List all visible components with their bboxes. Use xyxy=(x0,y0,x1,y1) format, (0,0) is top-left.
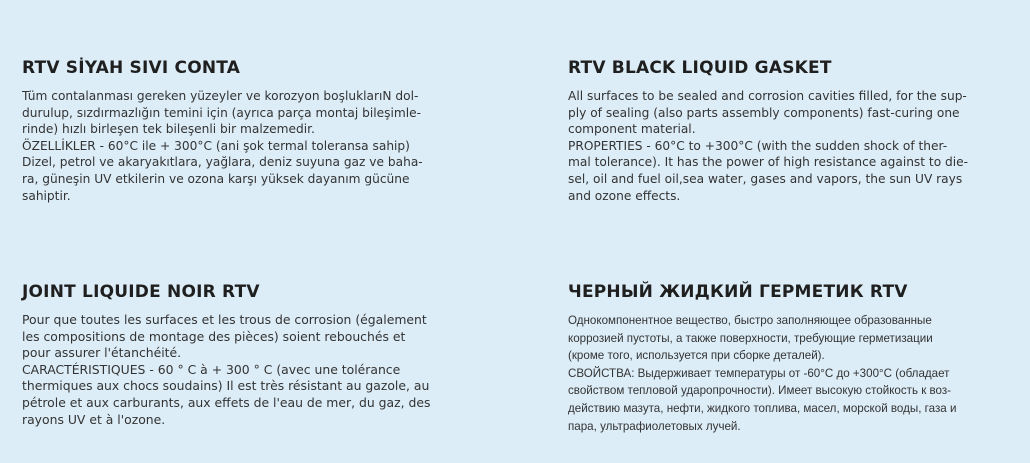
section-russian xyxy=(568,282,1030,435)
section-body-french: Pour que toutes les surfaces et les trous de corrosion (également les compositions de montage des pièces) soient rebouchés et pour assurer l'étanchéité. CARACTÉRISTIQUES - 60 ° C à + 300 ° C (avec une tolérance thermiques aux chocs soudains) Il est très résistant au gazole, au pétrole et aux carburants, aux effets de l'eau de mer, du gaz, des rayons UV et à l'ozone. xyxy=(22,312,431,427)
section-french xyxy=(22,282,492,428)
section-body-russian: Однокомпонентное вещество, быстро заполняющее образованные коррозией пустоты, а также поверхности, требующие герметизации (кроме того, используется при сборке деталей). СВОЙСТВА: Выдерживает температуры от -60°С до +300°С (обладает свойством тепловой ударопрочности). Имеет высокую стойкость к воз- действию мазута, нефти, жидкого топлива, масел, морской воды, газа и пара, ультрафиолетовых лучей. xyxy=(568,314,957,433)
section-body-turkish: Tüm contalanması gereken yüzeyler ve korozyon boşluklarıN dol- durulup, sızdırmazlığın temini için (ayrıca parça montaj bileşimle- rinde) hızlı birleşen tek bileşenli bir malzemedir. ÖZELLİKLER - 60°C ile + 300°C (ani şok termal toleransa sahip) Dizel, petrol ve akaryakıtlara, yağlara, deniz suyuna gaz ve baha- ra, güneşin UV etkilerin ve ozona karşı yüksek dayanım gücüne sahiptir. xyxy=(22,89,423,203)
section-turkish xyxy=(22,58,482,204)
section-title-russian: ЧЕРНЫЙ ЖИДКИЙ ГЕРМЕТИК RTV xyxy=(568,282,908,302)
section-title-english: RTV BLACK LIQUID GASKET xyxy=(568,58,832,78)
section-english xyxy=(568,58,1030,204)
section-title-french: JOINT LIQUIDE NOIR RTV xyxy=(22,282,260,302)
section-title-turkish: RTV SİYAH SIVI CONTA xyxy=(22,58,241,78)
section-body-english: All surfaces to be sealed and corrosion cavities filled, for the sup- ply of sealing (also parts assembly components) fast-curing one component material. PROPERTIES - 60°C to +300°C (with the sudden shock of ther- mal tolerance). It has the power of high resistance against to die- sel, oil and fuel oil,sea water, gases and vapors, the sun UV rays and ozone effects. xyxy=(568,89,969,203)
